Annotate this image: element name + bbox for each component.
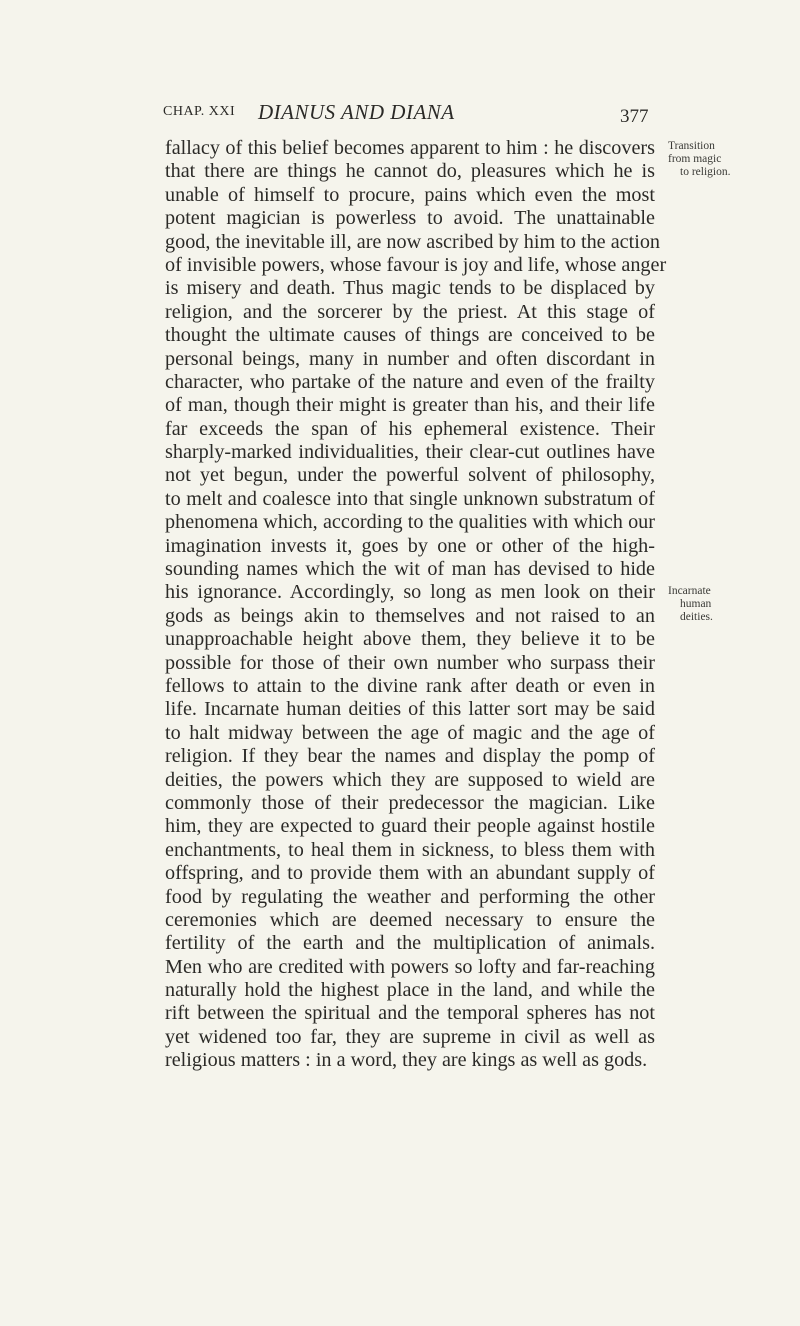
text-line: gods as beings akin to themselves and not raised to an bbox=[165, 604, 655, 627]
text-line: good, the inevitable ill, are now ascribed by him to the action bbox=[165, 230, 661, 253]
text-line: fallacy of this belief becomes apparent to him : he discovers bbox=[165, 137, 655, 159]
margin-note-line: to religion. bbox=[680, 166, 731, 178]
text-line: him, they are expected to guard their people against hostile bbox=[165, 815, 655, 838]
margin-note-line: Transition bbox=[668, 140, 715, 152]
margin-note-incarnate bbox=[668, 585, 798, 624]
text-line: sounding names which the wit of man has devised to hide bbox=[165, 558, 655, 581]
text-line: phenomena which, according to the qualities with which our bbox=[165, 511, 655, 534]
text-line: religious matters : in a word, they are kings as well as gods. bbox=[165, 1049, 648, 1072]
text-line: deities, the powers which they are supposed to wield are bbox=[165, 768, 655, 791]
text-line: unable of himself to procure, pains which even the most bbox=[165, 183, 655, 206]
text-line: to melt and coalesce into that single unknown substratum of bbox=[165, 487, 655, 510]
margin-note-line: Incarnate bbox=[668, 585, 711, 597]
text-line: potent magician is powerless to avoid. The unattainable bbox=[165, 207, 655, 230]
margin-note-line: deities. bbox=[680, 611, 713, 623]
margin-note-line: from magic bbox=[668, 153, 722, 165]
text-line: yet widened too far, they are supreme in civil as well as bbox=[165, 1025, 655, 1048]
text-line: his ignorance. Accordingly, so long as men look on their bbox=[165, 581, 655, 604]
text-line: character, who partake of the nature and even of the frailty bbox=[165, 370, 655, 393]
chapter-label: CHAP. XXI bbox=[163, 104, 236, 119]
margin-note-transition bbox=[668, 140, 798, 179]
margin-note-line: human bbox=[680, 598, 712, 610]
text-line: of man, though their might is greater than his, and their life bbox=[165, 394, 655, 417]
text-line: possible for those of their own number who surpass their bbox=[165, 651, 655, 674]
text-line: thought the ultimate causes of things are conceived to be bbox=[165, 324, 655, 347]
text-line: unapproachable height above them, they believe it to be bbox=[165, 628, 655, 651]
text-line: life. Incarnate human deities of this latter sort may be said bbox=[165, 698, 655, 721]
body-text bbox=[165, 137, 667, 1073]
text-line: is misery and death. Thus magic tends to be displaced by bbox=[165, 277, 655, 300]
text-line: enchantments, to heal them in sickness, to bless them with bbox=[165, 838, 655, 861]
text-line: naturally hold the highest place in the land, and while the bbox=[165, 979, 655, 1002]
text-line: fertility of the earth and the multiplication of animals. bbox=[165, 932, 655, 955]
text-line: commonly those of their predecessor the magician. Like bbox=[165, 791, 655, 814]
text-line: not yet begun, under the powerful solvent of philosophy, bbox=[165, 464, 655, 487]
text-line: religion. If they bear the names and display the pomp of bbox=[165, 745, 655, 768]
page-number: 377 bbox=[620, 106, 649, 127]
text-line: sharply-marked individualities, their clear-cut outlines have bbox=[165, 441, 655, 464]
text-line: imagination invests it, goes by one or other of the high- bbox=[165, 534, 655, 557]
text-line: far exceeds the span of his ephemeral existence. Their bbox=[165, 417, 655, 440]
text-line: Men who are credited with powers so lofty and far-reaching bbox=[165, 955, 655, 978]
running-title: DIANUS AND DIANA bbox=[258, 100, 455, 124]
text-line: food by regulating the weather and performing the other bbox=[165, 885, 655, 908]
text-line: fellows to attain to the divine rank after death or even in bbox=[165, 674, 655, 697]
text-line: religion, and the sorcerer by the priest. At this stage of bbox=[165, 300, 655, 323]
text-line: personal beings, many in number and often discordant in bbox=[165, 347, 655, 370]
text-line: that there are things he cannot do, pleasures which he is bbox=[165, 160, 655, 183]
text-line: ceremonies which are deemed necessary to ensure the bbox=[165, 908, 655, 931]
text-line: of invisible powers, whose favour is joy and life, whose anger bbox=[165, 253, 667, 276]
text-line: rift between the spiritual and the temporal spheres has not bbox=[165, 1002, 655, 1025]
text-line: offspring, and to provide them with an abundant supply of bbox=[165, 862, 655, 885]
text-line: to halt midway between the age of magic and the age of bbox=[165, 721, 655, 744]
